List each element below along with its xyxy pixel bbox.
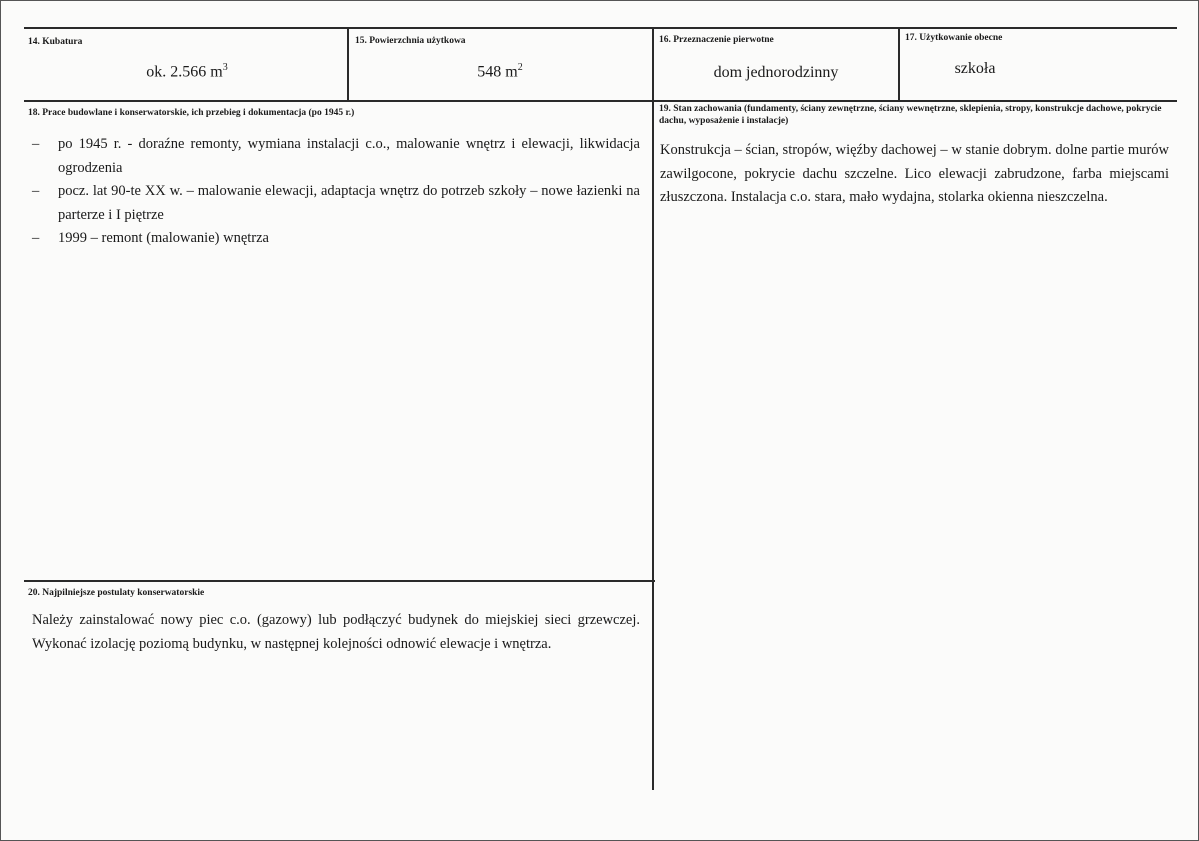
- list-item: – pocz. lat 90-te XX w. – malowanie elewacji, adaptacja wnętrz do potrzeb szkoły – nowe łazienki na parterze i I piętrze: [32, 180, 640, 227]
- column-divider: [347, 28, 349, 101]
- field-text: Należy zainstalować nowy piec c.o. (gazowy) lub podłączyć budynek do miejskiej sieci grzewczej. Wykonać izolację poziomą budynku, w następnej kolejności odnowić elewacje i wnętrza.: [32, 612, 640, 652]
- field-label: 18. Prace budowlane i konserwatorskie, ich przebieg i dokumentacja (po 1945 r.): [28, 108, 355, 118]
- field-text: Konstrukcja – ścian, stropów, więźby dachowej – w stanie dobrym. dolne partie murów zawilgocone, pokrycie dachu szczelne. Lico elewacji zabrudzone, farba miejscami złuszczona. Instalacja c.o. stara, mało wydajna, stolarka okienna nieszczelna.: [660, 142, 1169, 205]
- field-value: szkoła: [954, 60, 996, 77]
- field-label: 14. Kubatura: [28, 37, 83, 47]
- unit-exponent: 2: [517, 62, 523, 73]
- field-value: dom jednorodzinny: [713, 64, 839, 81]
- works-list: [32, 133, 640, 251]
- value-text: 548 m: [477, 63, 518, 81]
- section-divider: [24, 580, 655, 582]
- field-label: 19. Stan zachowania (fundamenty, ściany zewnętrzne, ściany wewnętrzne, sklepienia, stropy, konstrukcje dachowe, pokrycie dachu, wyposażenie i instalacje): [659, 104, 1162, 126]
- field-label: 20. Najpilniejsze postulaty konserwatorskie: [28, 588, 205, 598]
- unit-exponent: 3: [222, 62, 228, 73]
- field-value: [28, 62, 346, 81]
- field-label: 17. Użytkowanie obecne: [905, 33, 1003, 43]
- table-border-top: [24, 27, 1177, 29]
- field-value: [350, 62, 650, 81]
- column-divider-main: [652, 28, 654, 790]
- value-text: ok. 2.566 m: [146, 63, 223, 81]
- list-item: – 1999 – remont (malowanie) wnętrza: [32, 227, 640, 251]
- list-item: – po 1945 r. - doraźne remonty, wymiana instalacji c.o., malowanie wnętrz i elewacji, likwidacja ogrodzenia: [32, 133, 640, 180]
- row-divider: [24, 100, 1177, 102]
- field-label: 15. Powierzchnia użytkowa: [355, 36, 466, 46]
- field-label: 16. Przeznaczenie pierwotne: [659, 35, 774, 45]
